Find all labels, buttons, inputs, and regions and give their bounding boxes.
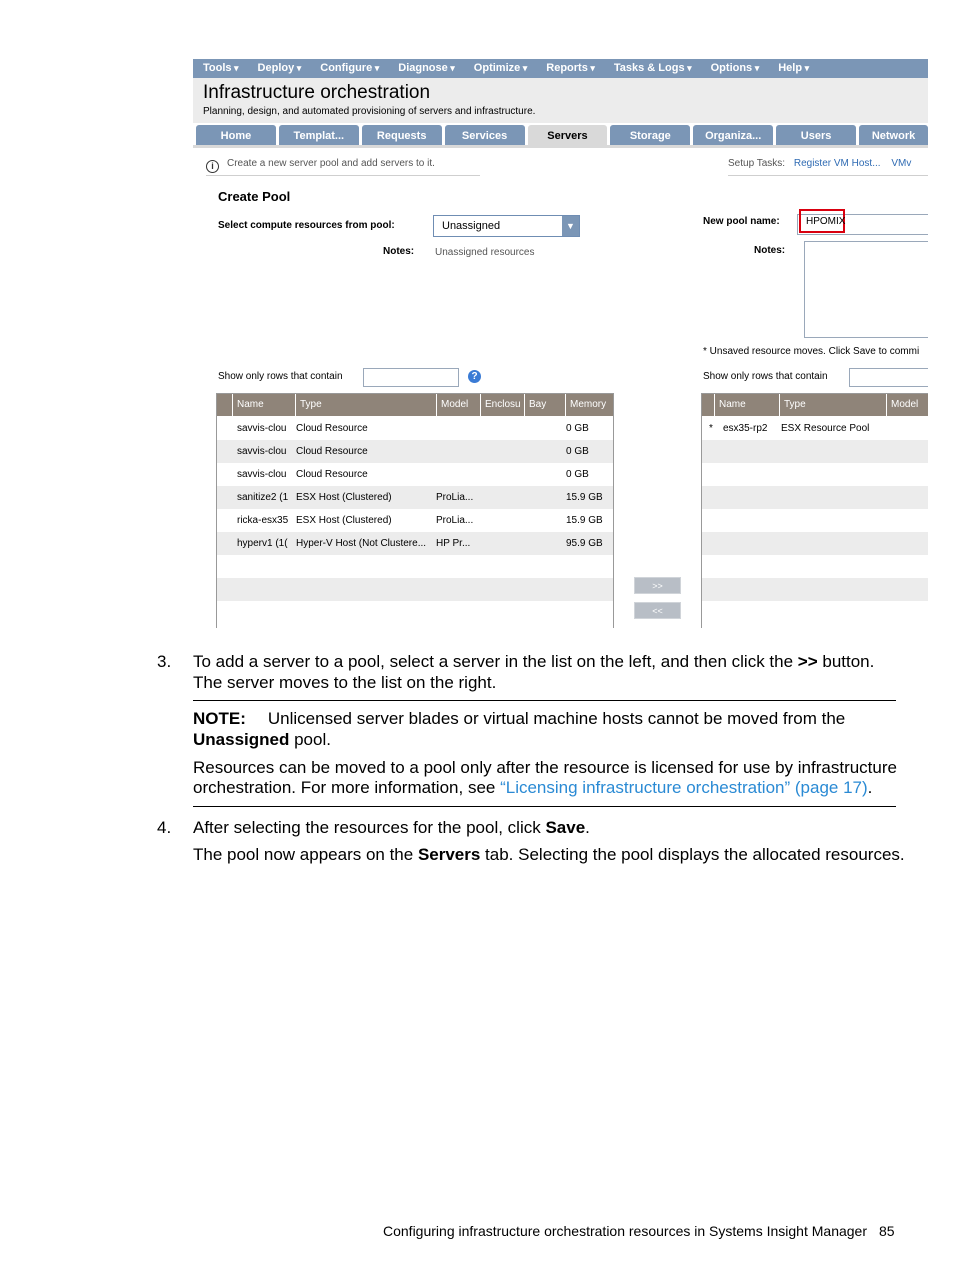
tab-home[interactable]: Home xyxy=(196,125,276,146)
table-cell: 15.9 GB xyxy=(566,515,603,526)
footer-text: Configuring infrastructure orchestration resources in Systems Insight Manager xyxy=(383,1223,867,1239)
table-cell: ProLia... xyxy=(436,515,474,526)
table-cell xyxy=(480,509,524,532)
menu-deploy[interactable]: Deploy ▾ xyxy=(248,59,311,78)
col-memory[interactable]: Memory xyxy=(565,394,613,416)
page-header xyxy=(193,78,928,123)
table-row[interactable] xyxy=(217,578,613,601)
left-resource-table xyxy=(216,393,614,628)
left-table-header xyxy=(217,394,613,416)
tab-servers[interactable]: Servers xyxy=(528,125,608,146)
table-cell: 15.9 GB xyxy=(566,492,603,503)
right-notes-textarea[interactable] xyxy=(804,241,928,338)
filter-input-right[interactable] xyxy=(849,368,928,387)
task-hint xyxy=(206,158,480,176)
step4-line2 xyxy=(193,845,905,865)
register-vm-host-link[interactable]: Register VM Host... xyxy=(793,158,881,169)
step4-text-c: . xyxy=(585,818,590,837)
col-model[interactable]: Model xyxy=(886,394,928,416)
table-row[interactable] xyxy=(702,440,928,463)
col-name[interactable]: Name xyxy=(232,394,295,416)
resources-text-a: orchestration. For more information, see xyxy=(193,778,501,797)
table-cell: savvis-clou xyxy=(237,469,287,480)
table-cell xyxy=(480,417,524,440)
tab-templates[interactable]: Templat... xyxy=(279,125,359,146)
pool-select-value: Unassigned xyxy=(442,220,501,232)
table-cell xyxy=(524,486,565,509)
step3-text-b: >> xyxy=(797,652,818,671)
chevron-down-icon[interactable]: ▼ xyxy=(562,216,579,236)
notes-label: Notes: xyxy=(383,246,415,257)
filter-label-right: Show only rows that contain xyxy=(703,371,828,382)
table-row[interactable] xyxy=(217,417,613,440)
menu-reports[interactable]: Reports ▾ xyxy=(536,59,604,78)
tab-underline xyxy=(193,145,928,148)
menu-bar xyxy=(193,59,928,78)
step4-line2-a: The pool now appears on the xyxy=(193,845,418,864)
tab-storage[interactable]: Storage xyxy=(610,125,690,146)
note-line2 xyxy=(193,730,331,750)
table-row[interactable] xyxy=(702,486,928,509)
note-bottom-rule xyxy=(193,806,896,807)
select-pool-label: Select compute resources from pool: xyxy=(218,220,395,231)
task-hint-text: Create a new server pool and add servers to it. xyxy=(227,158,435,169)
resources-text-c: . xyxy=(867,778,873,797)
filter-input-left[interactable] xyxy=(363,368,459,387)
table-cell xyxy=(436,440,480,463)
col-name[interactable]: Name xyxy=(714,394,779,416)
filter-label-left: Show only rows that contain xyxy=(218,371,343,382)
table-cell: savvis-clou xyxy=(237,446,287,457)
info-icon: i xyxy=(206,160,219,173)
right-resource-table xyxy=(701,393,928,628)
table-cell xyxy=(524,532,565,555)
new-pool-name-value: HPOMIX xyxy=(806,216,846,227)
screenshot-figure xyxy=(193,59,928,628)
table-row[interactable] xyxy=(702,555,928,578)
menu-configure[interactable]: Configure ▾ xyxy=(310,59,388,78)
tab-bar xyxy=(193,125,928,146)
unsaved-note: * Unsaved resource moves. Click Save to commi xyxy=(703,346,920,357)
page-number: 85 xyxy=(879,1223,895,1239)
resources-line1: Resources can be moved to a pool only after the resource is licensed for use by infrastructure xyxy=(193,758,897,777)
note-line1 xyxy=(193,709,845,729)
table-row[interactable] xyxy=(702,463,928,486)
note-top-rule xyxy=(193,700,896,701)
remove-button[interactable]: << xyxy=(634,602,681,619)
table-cell: ESX Host (Clustered) xyxy=(296,515,392,526)
menu-tasks-logs[interactable]: Tasks & Logs ▾ xyxy=(604,59,701,78)
add-button[interactable]: >> xyxy=(634,577,681,594)
table-cell xyxy=(524,440,565,463)
col-type[interactable]: Type xyxy=(779,394,886,416)
highlight-box xyxy=(799,209,845,233)
table-row[interactable] xyxy=(702,417,928,440)
table-cell: Cloud Resource xyxy=(296,469,368,480)
table-cell xyxy=(480,463,524,486)
page-subtitle: Planning, design, and automated provisioning of servers and infrastructure. xyxy=(203,106,536,117)
table-cell: 0 GB xyxy=(566,446,589,457)
menu-diagnose[interactable]: Diagnose ▾ xyxy=(388,59,464,78)
pool-select[interactable] xyxy=(433,215,580,237)
table-row[interactable] xyxy=(217,601,613,624)
table-cell: sanitize2 (1 xyxy=(237,492,289,503)
table-cell: ProLia... xyxy=(436,492,474,503)
vmv-link[interactable]: VMv xyxy=(891,158,912,169)
table-cell xyxy=(524,417,565,440)
table-row[interactable] xyxy=(702,578,928,601)
resources-line2 xyxy=(193,778,872,798)
step4-line2-c: tab. Selecting the pool displays the allocated resources. xyxy=(480,845,905,864)
table-row[interactable] xyxy=(217,509,613,532)
create-pool-heading: Create Pool xyxy=(218,189,291,204)
tab-services[interactable]: Services xyxy=(445,125,525,146)
col-bay[interactable]: Bay xyxy=(524,394,565,416)
table-cell xyxy=(888,417,928,440)
menu-optimize[interactable]: Optimize ▾ xyxy=(464,59,536,78)
table-cell: ricka-esx35 xyxy=(237,515,289,526)
table-cell: 0 GB xyxy=(566,423,589,434)
table-cell: 95.9 GB xyxy=(566,538,603,549)
col-type[interactable]: Type xyxy=(295,394,436,416)
licensing-link[interactable]: “Licensing infrastructure orchestration” (page 17) xyxy=(500,778,868,797)
tab-organizations[interactable]: Organiza... xyxy=(693,125,773,146)
step4-line1 xyxy=(193,818,590,838)
note-pool: pool. xyxy=(289,730,331,749)
table-row[interactable] xyxy=(702,509,928,532)
table-cell xyxy=(436,417,480,440)
step4-number: 4. xyxy=(157,818,172,837)
menu-tools[interactable]: Tools ▾ xyxy=(193,59,248,78)
col-enclosure[interactable]: Enclosu xyxy=(480,394,524,416)
step4-save: Save xyxy=(545,818,586,837)
right-table-header xyxy=(702,394,928,416)
tab-users[interactable]: Users xyxy=(776,125,856,146)
table-row[interactable] xyxy=(702,601,928,624)
note-text: Unlicensed server blades or virtual machine hosts cannot be moved from the xyxy=(267,709,846,728)
new-pool-name-label: New pool name: xyxy=(703,216,780,227)
tab-network[interactable]: Network xyxy=(859,125,928,146)
table-cell: Hyper-V Host (Not Clustere... xyxy=(296,538,427,549)
step3-number: 3. xyxy=(157,652,172,671)
step4-text-a: After selecting the resources for the pool, click xyxy=(193,818,546,837)
step3-line2: The server moves to the list on the right. xyxy=(193,673,497,692)
table-cell xyxy=(436,463,480,486)
table-row[interactable] xyxy=(217,532,613,555)
table-cell xyxy=(480,486,524,509)
table-row[interactable] xyxy=(217,555,613,578)
table-cell: ESX Host (Clustered) xyxy=(296,492,392,503)
table-cell xyxy=(480,440,524,463)
menu-help[interactable]: Help ▾ xyxy=(768,59,818,78)
step4-servers: Servers xyxy=(417,845,481,864)
table-cell: HP Pr... xyxy=(436,538,471,549)
table-cell: hyperv1 (1( xyxy=(237,538,288,549)
table-cell: 0 GB xyxy=(566,469,589,480)
setup-tasks xyxy=(728,158,928,176)
col-model[interactable]: Model xyxy=(436,394,480,416)
notes-value: Unassigned resources xyxy=(435,247,535,258)
table-cell: savvis-clou xyxy=(237,423,287,434)
right-notes-label: Notes: xyxy=(754,245,786,256)
table-cell: * xyxy=(709,423,713,434)
table-cell: Cloud Resource xyxy=(296,423,368,434)
table-cell: ESX Resource Pool xyxy=(781,423,870,434)
note-unassigned: Unassigned xyxy=(193,730,290,749)
menu-options[interactable]: Options ▾ xyxy=(701,59,769,78)
table-row[interactable] xyxy=(217,463,613,486)
table-row[interactable] xyxy=(217,486,613,509)
step3-text-c: button. xyxy=(817,652,875,671)
page-title: Infrastructure orchestration xyxy=(203,82,431,103)
table-cell xyxy=(524,463,565,486)
tab-requests[interactable]: Requests xyxy=(362,125,442,146)
help-icon[interactable]: ? xyxy=(468,370,481,383)
table-cell: Cloud Resource xyxy=(296,446,368,457)
table-cell xyxy=(480,532,524,555)
note-label: NOTE: xyxy=(193,709,246,728)
table-cell xyxy=(524,509,565,532)
table-cell: esx35-rp2 xyxy=(723,423,768,434)
table-row[interactable] xyxy=(217,440,613,463)
table-row[interactable] xyxy=(702,532,928,555)
step3-line1 xyxy=(193,652,874,672)
setup-tasks-label: Setup Tasks: xyxy=(728,158,786,169)
step3-text-a: To add a server to a pool, select a server in the list on the left, and then click the xyxy=(193,652,798,671)
